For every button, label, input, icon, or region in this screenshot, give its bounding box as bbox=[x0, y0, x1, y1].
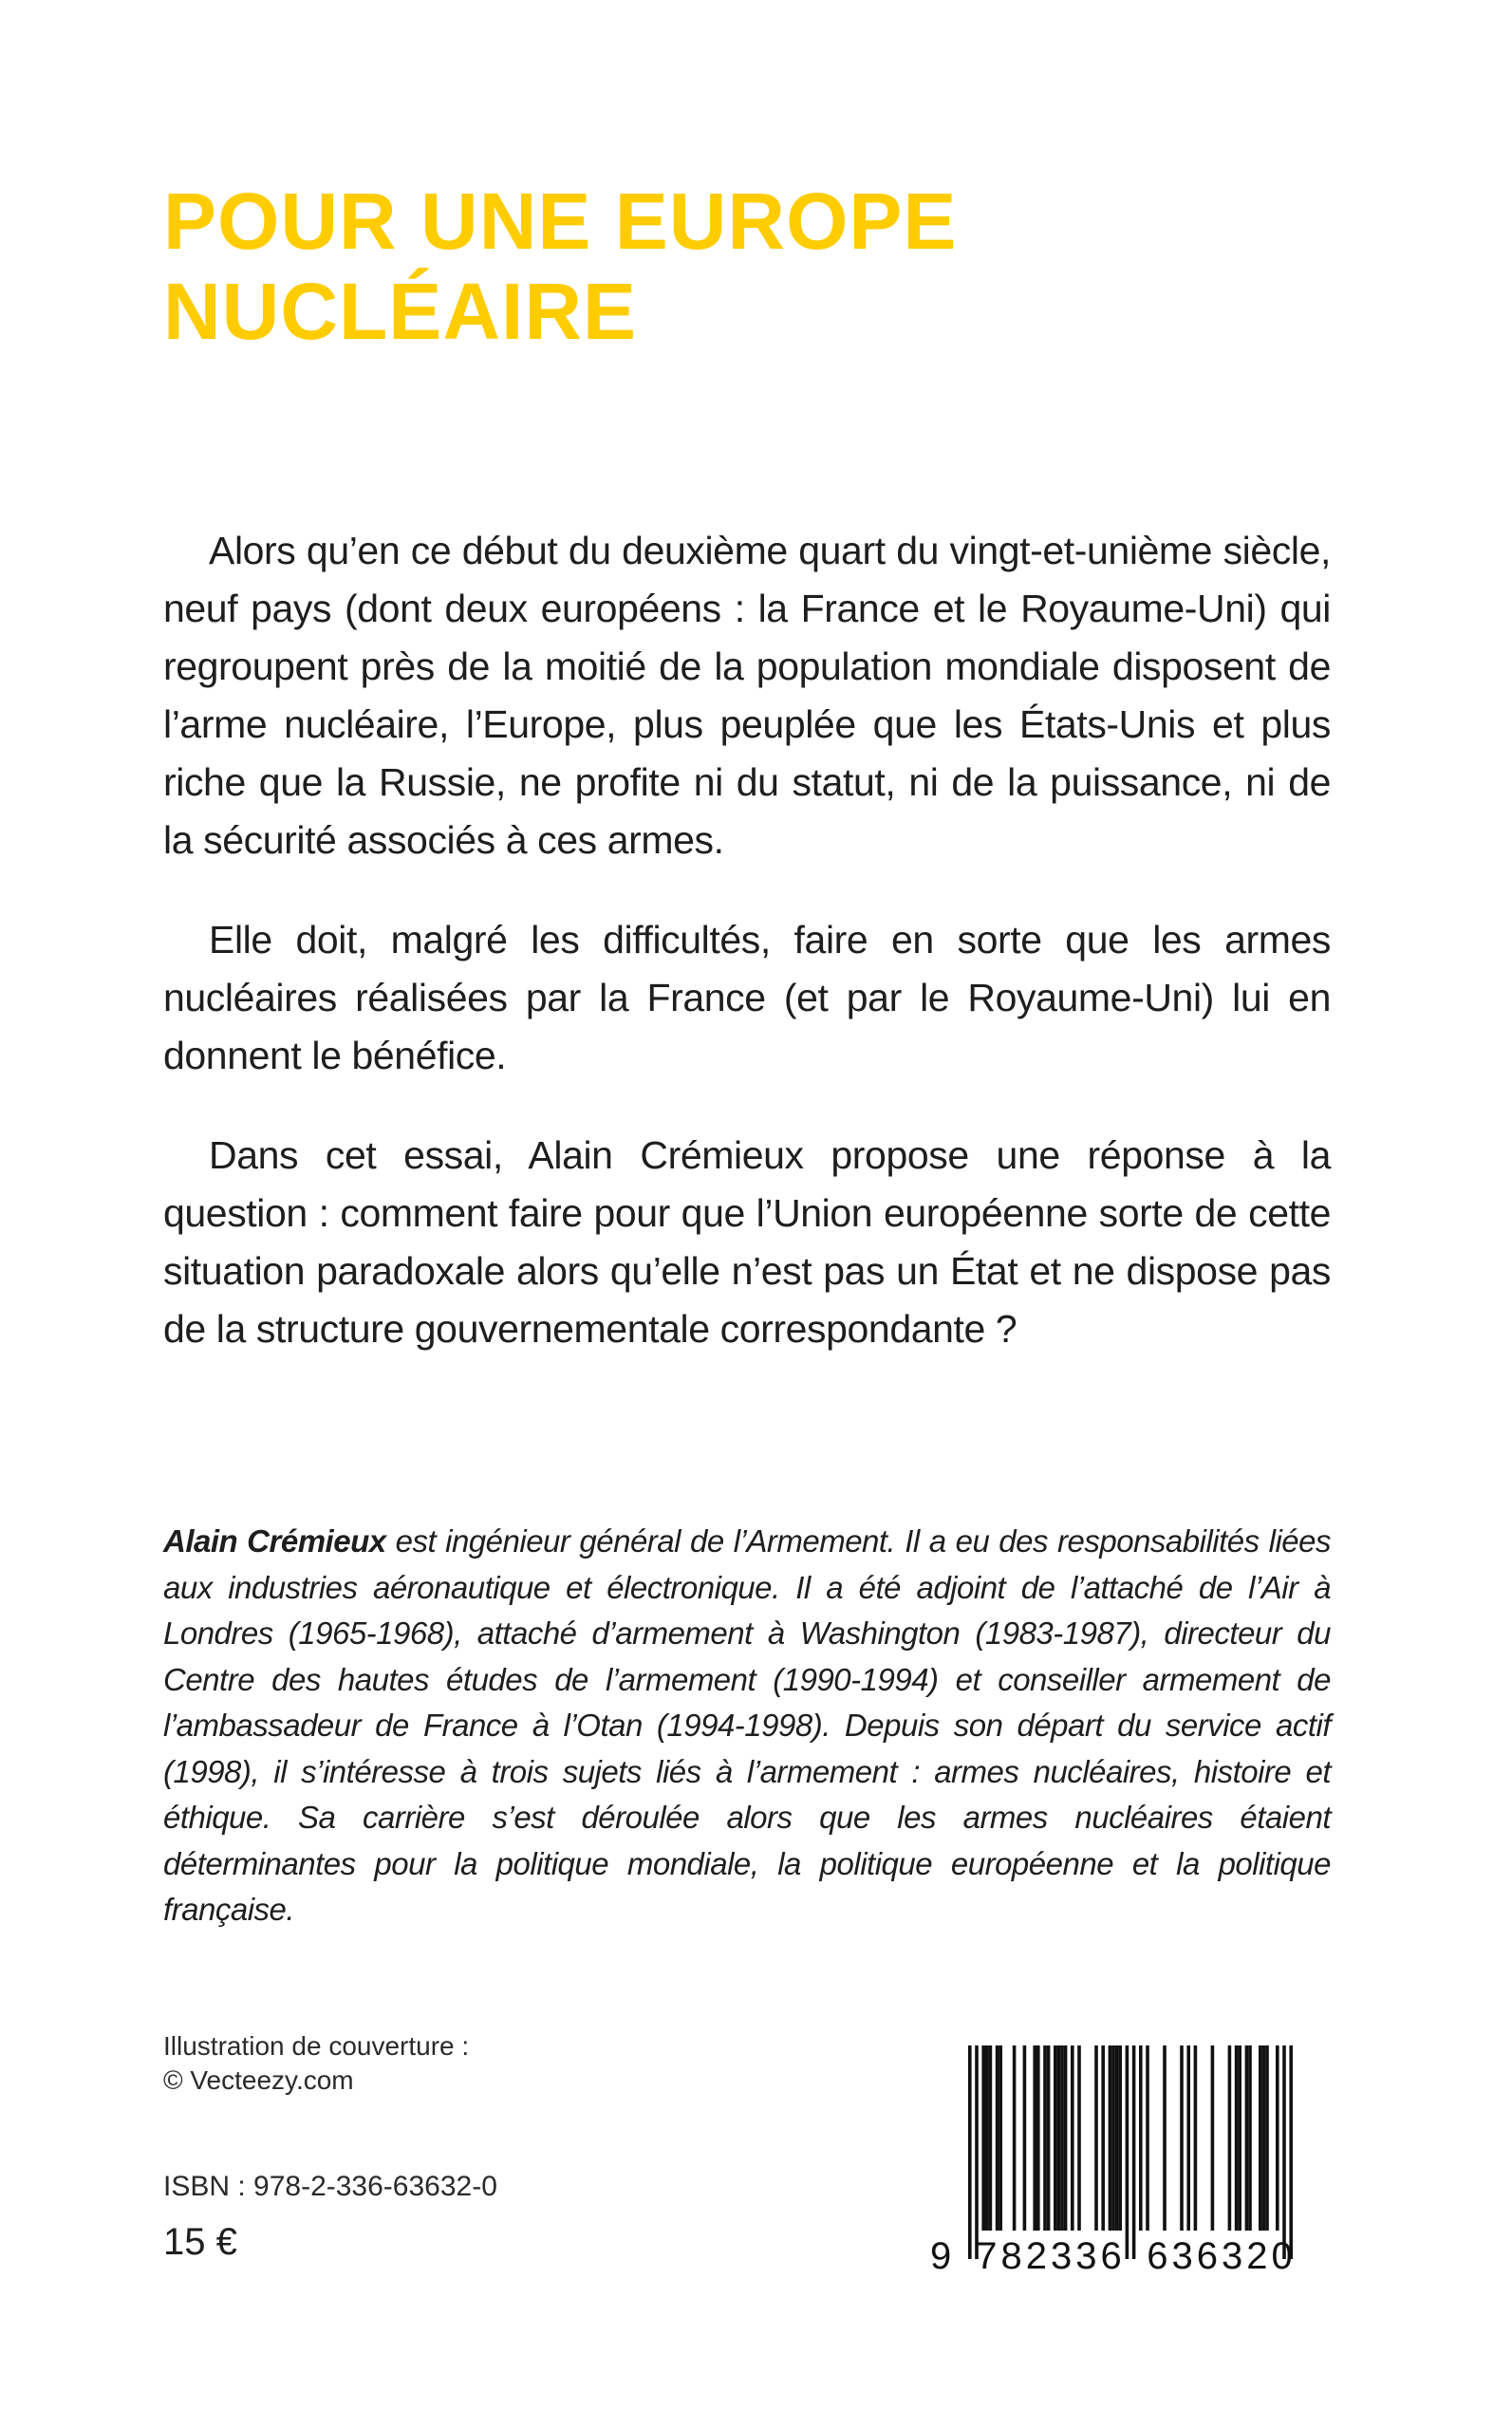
barcode-bar bbox=[1139, 2045, 1143, 2231]
isbn-barcode bbox=[930, 2045, 1329, 2283]
barcode-bar bbox=[1146, 2045, 1149, 2231]
blurb-paragraph-3: Dans cet essai, Alain Crémieux propose une réponse à la question : comment faire pour que l’Union européenne sorte de cette situation paradoxale alors qu’elle n’est pas un État et ne dispose pas de la structure gouvernementale correspondante ? bbox=[163, 1133, 1331, 1351]
barcode-bar bbox=[1262, 2045, 1266, 2231]
barcode-bar bbox=[1036, 2045, 1040, 2231]
barcode-bar bbox=[1186, 2045, 1190, 2231]
author-name: Alain Crémieux bbox=[163, 1523, 386, 1559]
isbn-number: ISBN : 978-2-336-63632-0 bbox=[163, 2171, 497, 2202]
barcode-bar bbox=[1054, 2045, 1057, 2231]
cover-illustration-credit bbox=[163, 2029, 469, 2098]
blurb-paragraph-1: Alors qu’en ce début du deuxième quart du vingt-et-unième siècle, neuf pays (dont deux européens : la France et le Royaume-Uni) qui regroupent près de la moitié de la population mondiale disposent de l’arme nucléaire, l’Europe, plus peuplée que les États-Unis et plus riche que la Russie, ne profite ni du statut, ni de la puissance, ni de la sécurité associés à ces armes. bbox=[163, 529, 1331, 862]
author-biography bbox=[163, 1519, 1331, 1933]
barcode-bar bbox=[1101, 2045, 1105, 2231]
barcode-bar bbox=[1094, 2045, 1098, 2231]
barcode-bar bbox=[981, 2045, 985, 2231]
barcode-left-digits: 782336 bbox=[976, 2235, 1126, 2277]
barcode-bar bbox=[1265, 2045, 1269, 2231]
barcode-guard-bar bbox=[968, 2045, 972, 2259]
barcode-digits bbox=[930, 2235, 1329, 2283]
barcode-bar bbox=[1180, 2045, 1184, 2231]
barcode-bar bbox=[1057, 2045, 1061, 2231]
barcode-bar bbox=[1064, 2045, 1068, 2231]
barcode-bar bbox=[999, 2045, 1002, 2231]
title-line-1: POUR UNE EUROPE bbox=[163, 177, 958, 266]
barcode-guard-bar bbox=[1132, 2045, 1136, 2259]
barcode-bar bbox=[996, 2045, 999, 2231]
barcode-bar bbox=[1245, 2045, 1249, 2231]
barcode-bar bbox=[1071, 2045, 1074, 2231]
author-bio-text: est ingénieur général de l’Armement. Il a eu des responsabilités liées aux industries aéronautique et électronique. Il a été adjoint de l’attaché de l’Air à Londres (1965-1968), attaché d’armement à Washington (1983-1987), directeur du Centre des hautes études de l’armement (1990-1994) et conseiller armement de l’ambassadeur de France à l’Otan (1994-1998). Depuis son départ du service actif (1998), il s’intéresse à trois sujets liés à l’armement : armes nucléaires, histoire et éthique. Sa carrière s’est déroulée alors que les armes nucléaires étaient déterminantes pour la politique mondiale, la politique européenne et la politique française. bbox=[163, 1523, 1332, 1927]
barcode-bar bbox=[1033, 2045, 1036, 2231]
book-title bbox=[163, 177, 957, 357]
barcode-right-digits: 636320 bbox=[1147, 2235, 1297, 2277]
barcode-bar bbox=[1118, 2045, 1122, 2231]
credit-label: Illustration de couverture : bbox=[163, 2031, 470, 2061]
barcode-bar bbox=[1276, 2045, 1279, 2231]
barcode-bar bbox=[1163, 2045, 1167, 2231]
barcode-guard-bar bbox=[1126, 2045, 1129, 2259]
barcode-bar bbox=[1194, 2045, 1198, 2231]
barcode-bar bbox=[1023, 2045, 1027, 2231]
barcode-bar bbox=[985, 2045, 989, 2231]
barcode-bar bbox=[1248, 2045, 1252, 2231]
barcode-guard-bar bbox=[1289, 2045, 1293, 2259]
barcode-bar bbox=[1115, 2045, 1119, 2231]
title-line-2: NUCLÉAIRE bbox=[163, 267, 638, 356]
barcode-guard-bar bbox=[1282, 2045, 1286, 2259]
barcode-first-digit: 9 bbox=[930, 2235, 952, 2277]
barcode-bar bbox=[1238, 2045, 1241, 2231]
price: 15 € bbox=[163, 2221, 237, 2263]
credit-source: © Vecteezy.com bbox=[163, 2065, 354, 2095]
barcode-bar bbox=[1111, 2045, 1115, 2231]
barcode-bar bbox=[989, 2045, 993, 2231]
back-cover-blurb bbox=[163, 522, 1331, 1400]
barcode-bar bbox=[1077, 2045, 1081, 2231]
barcode-bar bbox=[1043, 2045, 1047, 2231]
barcode-bar bbox=[1013, 2045, 1017, 2231]
blurb-paragraph-2: Elle doit, malgré les difficultés, faire en sorte que les armes nucléaires réalisées par la France (et par le Royaume-Uni) lui en donnent le bénéfice. bbox=[163, 918, 1331, 1077]
barcode-bar bbox=[1259, 2045, 1262, 2231]
barcode-bar bbox=[1047, 2045, 1051, 2231]
barcode-bar bbox=[1060, 2045, 1064, 2231]
barcode-bar bbox=[1235, 2045, 1239, 2231]
barcode-bar bbox=[1109, 2045, 1112, 2231]
barcode-guard-bar bbox=[975, 2045, 979, 2259]
barcode-bar bbox=[1211, 2045, 1215, 2231]
barcode-bar bbox=[1228, 2045, 1232, 2231]
